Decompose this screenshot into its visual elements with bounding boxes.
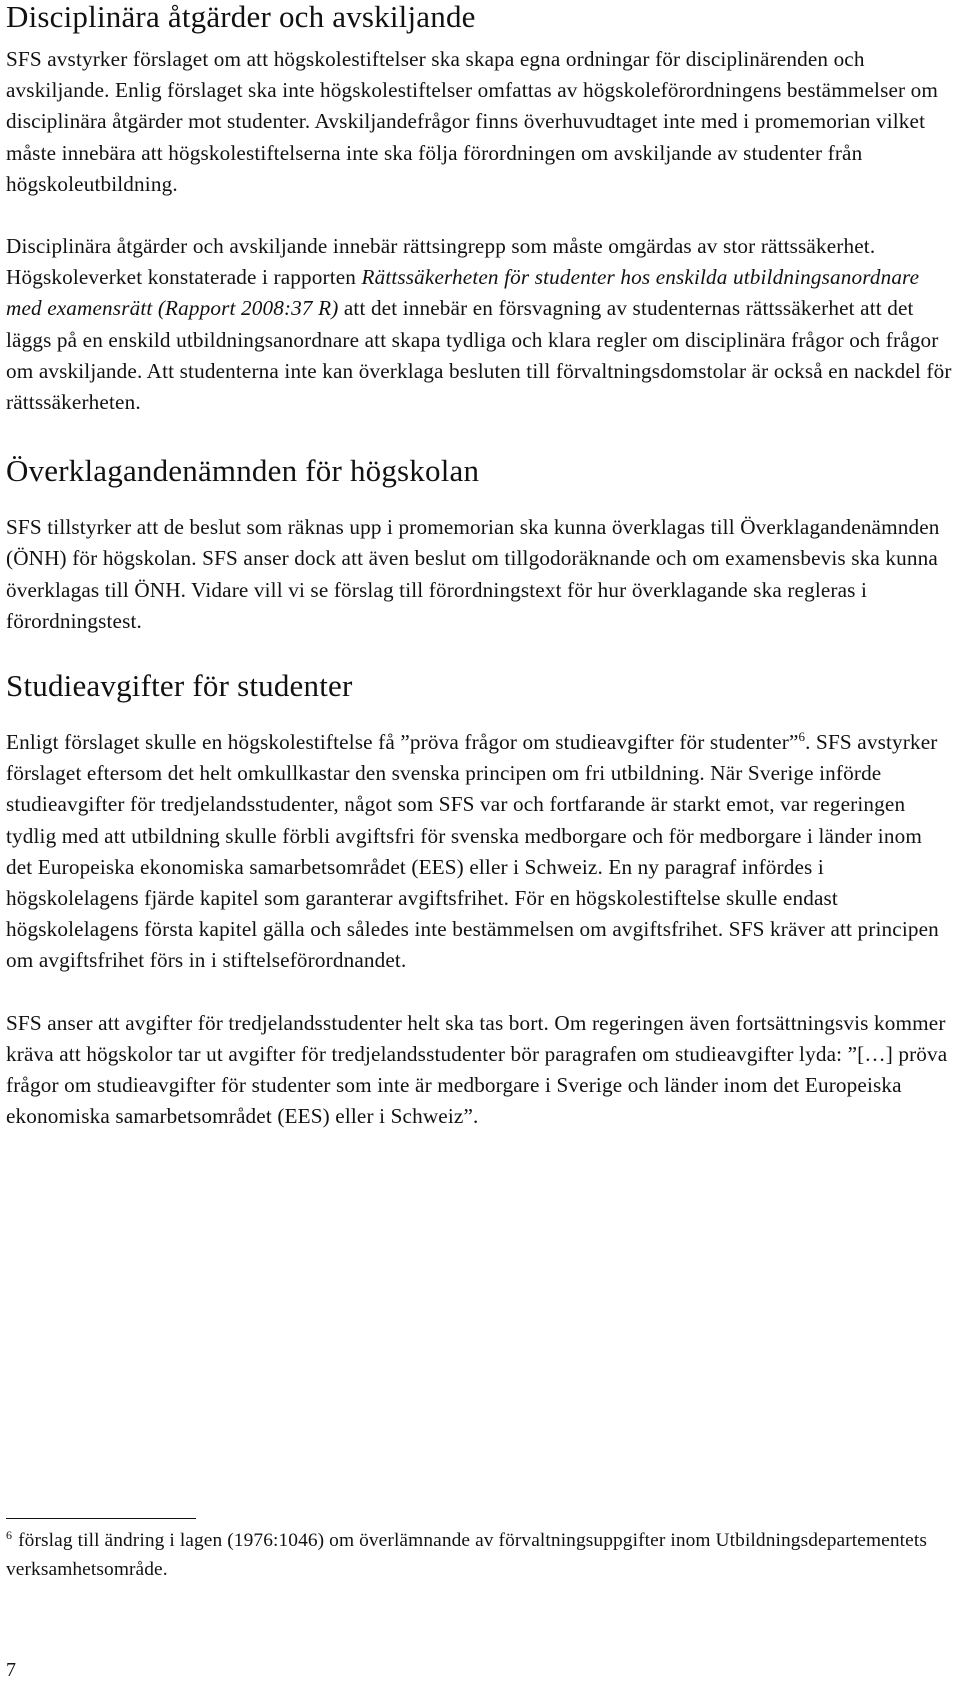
page-number: 7 xyxy=(6,1659,16,1681)
paragraph-studieavgifter-1 xyxy=(6,727,952,977)
document-body xyxy=(6,0,952,1132)
report-title-italic: Rättssäkerheten för studenter hos enskilda utbildningsanordnare med examensrätt (Rapport 2008:37 R) xyxy=(6,265,920,321)
footnote-reference[interactable]: 6 xyxy=(798,729,806,745)
section-heading-disciplinara: Disciplinära åtgärder och avskiljande xyxy=(6,0,476,34)
paragraph-text-before: Disciplinära åtgärder och avskiljande innebär rättsingrepp som måste omgärdas av stor rättssäkerhet. Högskoleverket konstaterade i rapporten xyxy=(6,234,876,290)
paragraph-studieavgifter-2: SFS anser att avgifter för tredjelandsstudenter helt ska tas bort. Om regeringen även fortsättningsvis kommer kräva att högskolor tar ut avgifter för tredjelandsstudenter bör paragrafen om studieavgifter lyda: ”[…] pröva frågor om studieavgifter för studenter som inte är medborgare i Sverige och länder inom det Europeiska ekonomiska samarbetsområdet (EES) eller i Schweiz”. xyxy=(6,1010,948,1129)
paragraph-disciplinara-2 xyxy=(6,231,952,418)
section-heading-overklagandenamnden: Överklagandenämnden för högskolan xyxy=(6,453,480,489)
paragraph-text-before: Enligt förslaget skulle en högskolestiftelse få ”pröva frågor om studieavgifter för studenter” xyxy=(6,730,799,755)
paragraph-overklagandenamnden-1: SFS tillstyrker att de beslut som räknas upp i promemorian ska kunna överklagas till Överklagandenämnden (ÖNH) för högskolan. SFS anser dock att även beslut om tillgodoräknande och om examensbevis ska kunna överklagas till ÖNH. Vidare vill vi se förslag till förordningstext för hur överklagande ska regleras i förordningstest. xyxy=(6,515,940,633)
footnote-text: förslag till ändring i lagen (1976:1046) om överlämnande av förvaltningsuppgifter inom Utbildningsdepartementets verksamhetsområde. xyxy=(6,1530,927,1580)
footnote-number: 6 xyxy=(6,1528,13,1542)
paragraph-disciplinara-1: SFS avstyrker förslaget om att högskolestiftelser ska skapa egna ordningar för disciplinärenden och avskiljande. Enlig förslaget ska inte högskolestiftelser omfattas av högskoleförordningens bestämmelser om disciplinära åtgärder mot studenter. Avskiljandefrågor finns överhuvudtaget inte med i promemorian vilket måste innebära att högskolestiftelserna inte ska följa förordningen om avskiljande av studenter från högskoleutbildning. xyxy=(6,47,939,196)
section-heading-studieavgifter: Studieavgifter för studenter xyxy=(6,668,353,704)
footnote xyxy=(6,1526,952,1584)
footnote-divider xyxy=(6,1518,196,1519)
paragraph-text-after: . SFS avstyrker förslaget eftersom det helt omkullkastar den svenska principen om fri utbildning. När Sverige införde studieavgifter för tredjelandsstudenter, något som SFS var och fortfarande är starkt emot, var regeringen tydlig med att utbildning skulle förbli avgiftsfri för svenska medborgare och för medborgare i länder inom det Europeiska ekonomiska samarbetsområdet (EES) eller i Schweiz. En ny paragraf infördes i högskolelagens fjärde kapitel som garanterar avgiftsfrihet. För en högskolestiftelse skulle endast högskolelagens första kapitel gälla och således inte bestämmelsen om avgiftsfrihet. SFS kräver att principen om avgiftsfrihet förs in i stiftelseförordnandet. xyxy=(6,730,939,973)
paragraph-text-after: att det innebär en försvagning av studenternas rättssäkerhet att det läggs på en enskild utbildningsanordnare att skapa tydliga och klara regler om disciplinära frågor och frågor om avskiljande. Att studenterna inte kan överklaga besluten till förvaltningsdomstolar är också en nackdel för rättssäkerheten. xyxy=(6,296,952,415)
